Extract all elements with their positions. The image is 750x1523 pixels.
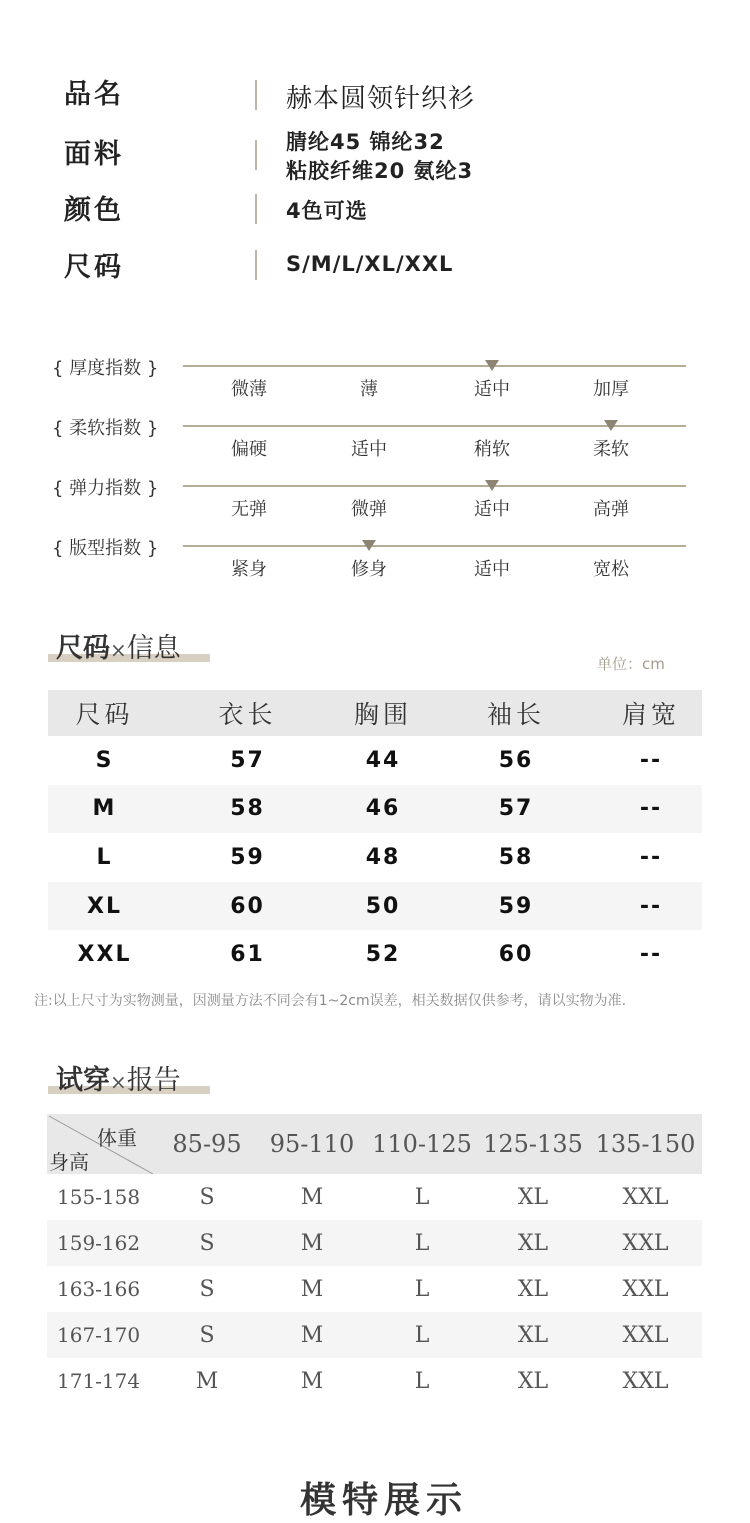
recommended-size-cell: M [300, 1184, 324, 1210]
recommended-size-cell: L [414, 1230, 430, 1256]
size-cell: S [95, 747, 114, 773]
size-cell: 57 [498, 796, 534, 822]
info-value-name: 赫本圆领针织衫 [286, 84, 476, 114]
size-cell: 57 [230, 747, 265, 773]
index-title: { 弹力指数 } [52, 478, 159, 499]
size-cell: L [96, 844, 113, 870]
recommended-size-cell: L [414, 1276, 430, 1302]
info-label-size: 尺码 [64, 252, 124, 283]
index-option: 高弹 [593, 499, 629, 520]
info-value-fabric-1: 腈纶45 锦纶32 [286, 130, 445, 154]
recommended-size-cell: XXL [622, 1184, 669, 1210]
info-label-name: 品名 [64, 79, 124, 110]
index-marker-icon [362, 540, 376, 551]
height-range-cell: 167-170 [57, 1323, 141, 1347]
size-header-cell: 肩宽 [621, 700, 680, 729]
index-option: 适中 [474, 379, 510, 400]
info-divider [255, 250, 257, 280]
index-title: { 柔软指数 } [52, 418, 159, 439]
index-option: 无弹 [231, 499, 267, 520]
size-header-cell: 尺码 [75, 700, 134, 729]
recommended-size-cell: XXL [622, 1368, 669, 1394]
size-cell: -- [639, 942, 663, 968]
size-cell: 44 [365, 747, 401, 773]
info-value-color: 4色可选 [286, 199, 368, 223]
recommended-size-cell: S [199, 1276, 215, 1302]
index-option: 偏硬 [231, 439, 267, 460]
table-row [48, 785, 702, 834]
trial-table-header [47, 1114, 702, 1174]
recommended-size-cell: XXL [622, 1322, 669, 1348]
size-section-title [56, 626, 181, 665]
size-table-header [48, 690, 702, 736]
size-cell: 59 [230, 844, 265, 870]
table-row [47, 1358, 702, 1404]
recommended-size-cell: S [199, 1184, 215, 1210]
index-option: 稍软 [474, 439, 510, 460]
table-row [48, 833, 702, 882]
index-option: 宽松 [593, 559, 629, 580]
table-row [47, 1220, 702, 1266]
table-row [47, 1312, 702, 1358]
recommended-size-cell: S [199, 1230, 215, 1256]
size-cell: -- [639, 747, 663, 773]
info-value-size: S/M/L/XL/XXL [286, 252, 454, 276]
height-range-cell: 163-166 [57, 1277, 141, 1301]
index-option: 薄 [360, 379, 378, 400]
recommended-size-cell: XL [517, 1230, 549, 1256]
index-option: 适中 [474, 559, 510, 580]
index-option: 柔软 [593, 439, 629, 460]
weight-header-cell: 125-135 [483, 1130, 583, 1158]
weight-header-cell: 135-150 [595, 1130, 696, 1158]
index-option: 适中 [474, 499, 510, 520]
corner-cell [47, 1114, 157, 1174]
recommended-size-cell: XL [517, 1322, 549, 1348]
size-header-cell: 袖长 [486, 700, 545, 729]
height-range-cell: 171-174 [57, 1369, 141, 1393]
recommended-size-cell: M [300, 1276, 324, 1302]
unit-label: 单位：cm [597, 655, 665, 673]
size-cell: 60 [230, 893, 265, 919]
size-cell: XL [87, 893, 122, 919]
index-marker-icon [604, 420, 618, 431]
size-cell: -- [639, 796, 663, 822]
corner-label-height: 身高 [49, 1150, 89, 1174]
height-range-cell: 155-158 [57, 1185, 141, 1209]
index-option: 微薄 [231, 379, 267, 400]
trial-title-bold: 试穿 [56, 1065, 110, 1096]
recommended-size-cell: XXL [622, 1276, 669, 1302]
recommended-size-cell: L [414, 1368, 430, 1394]
recommended-size-cell: L [414, 1322, 430, 1348]
info-divider [255, 194, 257, 224]
size-cell: -- [639, 844, 663, 870]
size-title-bold: 尺码 [56, 633, 110, 664]
recommended-size-cell: M [300, 1368, 324, 1394]
recommended-size-cell: S [199, 1322, 215, 1348]
size-title-x: × [110, 638, 127, 662]
size-header-cell: 衣长 [218, 700, 277, 729]
size-cell: XXL [77, 942, 132, 968]
size-cell: 60 [498, 942, 534, 968]
trial-table [47, 1114, 702, 1404]
size-cell: -- [639, 893, 663, 919]
size-cell: 58 [498, 844, 534, 870]
size-cell: 52 [365, 942, 401, 968]
index-scale-line [183, 545, 686, 547]
size-cell: 61 [230, 942, 265, 968]
info-divider [255, 80, 257, 110]
table-row [47, 1174, 702, 1220]
table-row [47, 1266, 702, 1312]
info-divider [255, 140, 257, 170]
size-cell: 56 [498, 747, 534, 773]
weight-header-cell: 85-95 [172, 1130, 242, 1158]
index-option: 修身 [351, 559, 387, 580]
size-title-light: 信息 [126, 633, 181, 664]
info-value-fabric-2: 粘胶纤维20 氨纶3 [286, 159, 474, 183]
size-cell: 59 [498, 893, 534, 919]
index-title: { 厚度指数 } [52, 358, 159, 379]
table-row [48, 736, 702, 785]
weight-header-cell: 110-125 [372, 1130, 472, 1158]
height-range-cell: 159-162 [57, 1231, 141, 1255]
trial-title-light: 报告 [126, 1065, 181, 1096]
corner-label-weight: 体重 [97, 1126, 137, 1150]
table-row [48, 930, 702, 979]
size-cell: 58 [230, 796, 265, 822]
size-cell: 48 [365, 844, 401, 870]
recommended-size-cell: M [195, 1368, 219, 1394]
info-label-color: 颜色 [64, 195, 124, 226]
size-table [48, 690, 702, 979]
recommended-size-cell: M [300, 1322, 324, 1348]
index-title: { 版型指数 } [52, 538, 159, 559]
recommended-size-cell: XXL [622, 1230, 669, 1256]
table-row [48, 882, 702, 931]
size-header-cell: 胸围 [353, 700, 412, 729]
info-label-fabric: 面料 [64, 139, 124, 170]
index-scale-line [183, 365, 686, 367]
recommended-size-cell: L [414, 1184, 430, 1210]
index-marker-icon [485, 360, 499, 371]
recommended-size-cell: M [300, 1230, 324, 1256]
size-cell: 46 [365, 796, 401, 822]
trial-title-x: × [110, 1070, 127, 1094]
index-option: 紧身 [231, 559, 267, 580]
index-option: 加厚 [593, 379, 629, 400]
recommended-size-cell: XL [517, 1276, 549, 1302]
trial-section-title [56, 1058, 181, 1097]
size-cell: M [92, 796, 117, 822]
index-option: 适中 [351, 439, 387, 460]
index-marker-icon [485, 480, 499, 491]
index-option: 微弹 [351, 499, 387, 520]
index-scale-line [183, 485, 686, 487]
size-note: 注:以上尺寸为实物测量，因测量方法不同会有1~2cm误差，相关数据仅供参考，请以实物为准. [34, 993, 627, 1009]
model-display-title: 模特展示 [300, 1480, 469, 1521]
weight-header-cell: 95-110 [269, 1130, 355, 1158]
recommended-size-cell: XL [517, 1184, 549, 1210]
recommended-size-cell: XL [517, 1368, 549, 1394]
size-cell: 50 [365, 893, 401, 919]
